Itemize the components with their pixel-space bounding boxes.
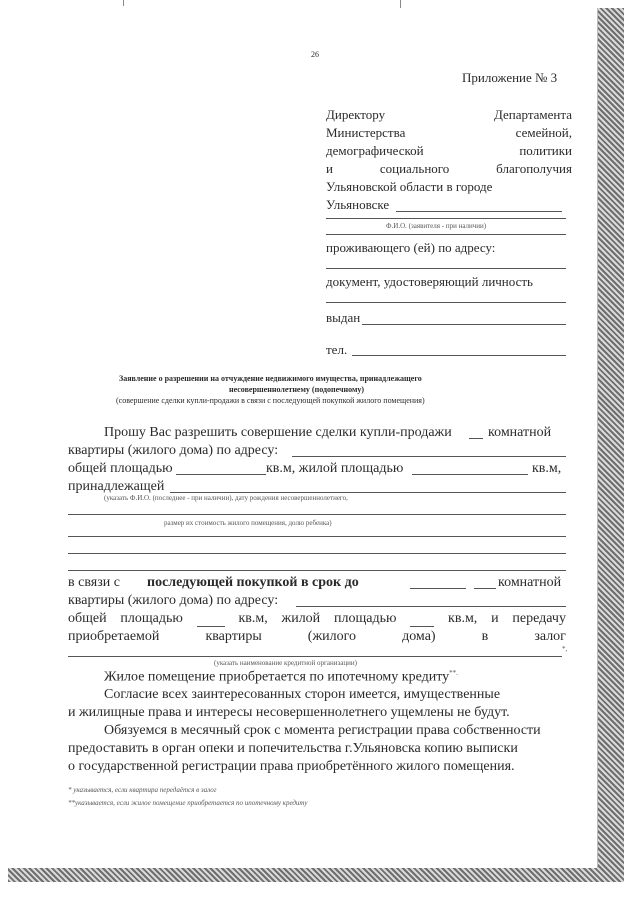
addressee-line-5: Ульяновской области в городе xyxy=(326,179,493,194)
paragraph-mortgage: Жилое помещение приобретается по ипотечному кредиту**. xyxy=(104,669,458,685)
page-number: 26 xyxy=(311,50,319,59)
issued-label: выдан xyxy=(326,310,361,325)
blank-line xyxy=(68,570,566,571)
request-total-area-label: общей площадью xyxy=(68,461,173,476)
issued-blank xyxy=(362,324,566,325)
document-title-line-2: несовершеннолетнему (подопечному) xyxy=(229,385,365,394)
purchase-line-4: приобретаемой квартиры (жилого дома) в залог xyxy=(68,629,566,644)
paragraph-consent-line-2: и жилищные права и интересы несовершеннолетнего ущемлены не будут. xyxy=(68,705,510,720)
paragraph-obligation-line-2: предоставить в орган опеки и попечительства г.Ульяновска копию выписки xyxy=(68,741,518,756)
paragraph-consent-line-1: Согласие всех заинтересованных сторон имеется, имущественные xyxy=(104,687,501,702)
blank-line xyxy=(68,553,566,554)
scan-mark xyxy=(123,0,124,6)
purchase-address-blank xyxy=(296,606,566,607)
id-document-label: документ, удостоверяющий личность xyxy=(326,274,533,289)
document-title-line-1: Заявление о разрешении на отчуждение недвижимого имущества, принадлежащего xyxy=(119,374,422,383)
addressee-line-3: демографической политики xyxy=(326,143,572,158)
request-sqm-label: кв.м, xyxy=(532,461,562,476)
bank-name-blank xyxy=(68,656,562,657)
bank-caption: (указать наименование кредитной организации) xyxy=(214,659,357,667)
applicant-fio-blank xyxy=(326,218,566,219)
owner-share-caption: размер их стоимость жилого помещения, долю ребенка) xyxy=(164,519,332,527)
paragraph-obligation-line-3: о государственной регистрации права приобретённого жилого помещения. xyxy=(68,759,515,774)
request-line-2: квартиры (жилого дома) по адресу: xyxy=(68,443,279,458)
request-line-4: принадлежащей xyxy=(68,479,165,494)
addressee-name-blank xyxy=(396,211,562,212)
purchase-line-2: квартиры (жилого дома) по адресу: xyxy=(68,593,279,608)
footnote-mark-1: *, xyxy=(562,645,568,653)
request-line-1: Прошу Вас разрешить совершение сделки купли-продажи xyxy=(104,425,452,440)
footnote-1: * указывается, если квартира передаётся в залог xyxy=(68,786,217,794)
living-area-blank xyxy=(412,474,528,475)
rooms-count-blank xyxy=(469,438,483,439)
purchase-total-area-blank xyxy=(197,611,225,627)
addressee-line-1: Директору Департамента xyxy=(326,107,572,122)
purchase-living-area-blank xyxy=(410,611,434,627)
id-document-blank xyxy=(326,302,566,303)
appendix-label: Приложение № 3 xyxy=(462,70,558,85)
paragraph-obligation-line-1: Обязуемся в месячный срок с момента регистрации права собственности xyxy=(104,723,541,738)
purchase-line-1a: в связи с xyxy=(68,575,120,590)
purchase-rooms-label: комнатной xyxy=(498,575,562,590)
address-label: проживающего (ей) по адресу: xyxy=(326,240,496,255)
scan-mark xyxy=(400,0,401,8)
phone-label: тел. xyxy=(326,342,348,357)
footnote-2: **указывается, если жилое помещение приобретается по ипотечному кредиту xyxy=(68,799,308,807)
request-living-area-label: кв.м, жилой площадью xyxy=(266,461,404,476)
applicant-fio-blank-2 xyxy=(326,234,566,235)
address-blank xyxy=(326,268,566,269)
total-area-blank xyxy=(176,474,266,475)
scan-shadow-right xyxy=(598,8,624,878)
footnote-mark-2: **. xyxy=(449,669,458,677)
request-rooms-label: комнатной xyxy=(488,425,552,440)
addressee-line-2: Министерства семейной, xyxy=(326,125,572,140)
phone-blank xyxy=(352,355,566,356)
owner-caption: (указать Ф.И.О. (последнее - при наличии), дату рождения несовершеннолетнего, xyxy=(104,494,348,502)
fio-caption: Ф.И.О. (заявителя - при наличии) xyxy=(386,222,487,230)
addressee-line-6: Ульяновске xyxy=(326,197,390,212)
purchase-line-1b: последующей покупкой в срок до xyxy=(147,575,359,590)
owner-details-blank xyxy=(68,514,566,515)
document-subtitle: (совершение сделки купли-продажи в связи с последующей покупкой жилого помещения) xyxy=(116,396,425,405)
scan-shadow-bottom xyxy=(8,868,624,882)
addressee-line-4: и социального благополучия xyxy=(326,161,572,176)
purchase-line-3: общей площадью кв.м, жилой площадью кв.м, и передачу xyxy=(68,611,566,626)
owner-blank xyxy=(170,492,566,493)
blank-line xyxy=(68,536,566,537)
purchase-rooms-blank xyxy=(474,588,496,589)
property-address-blank xyxy=(292,456,566,457)
purchase-date-blank xyxy=(410,588,466,589)
